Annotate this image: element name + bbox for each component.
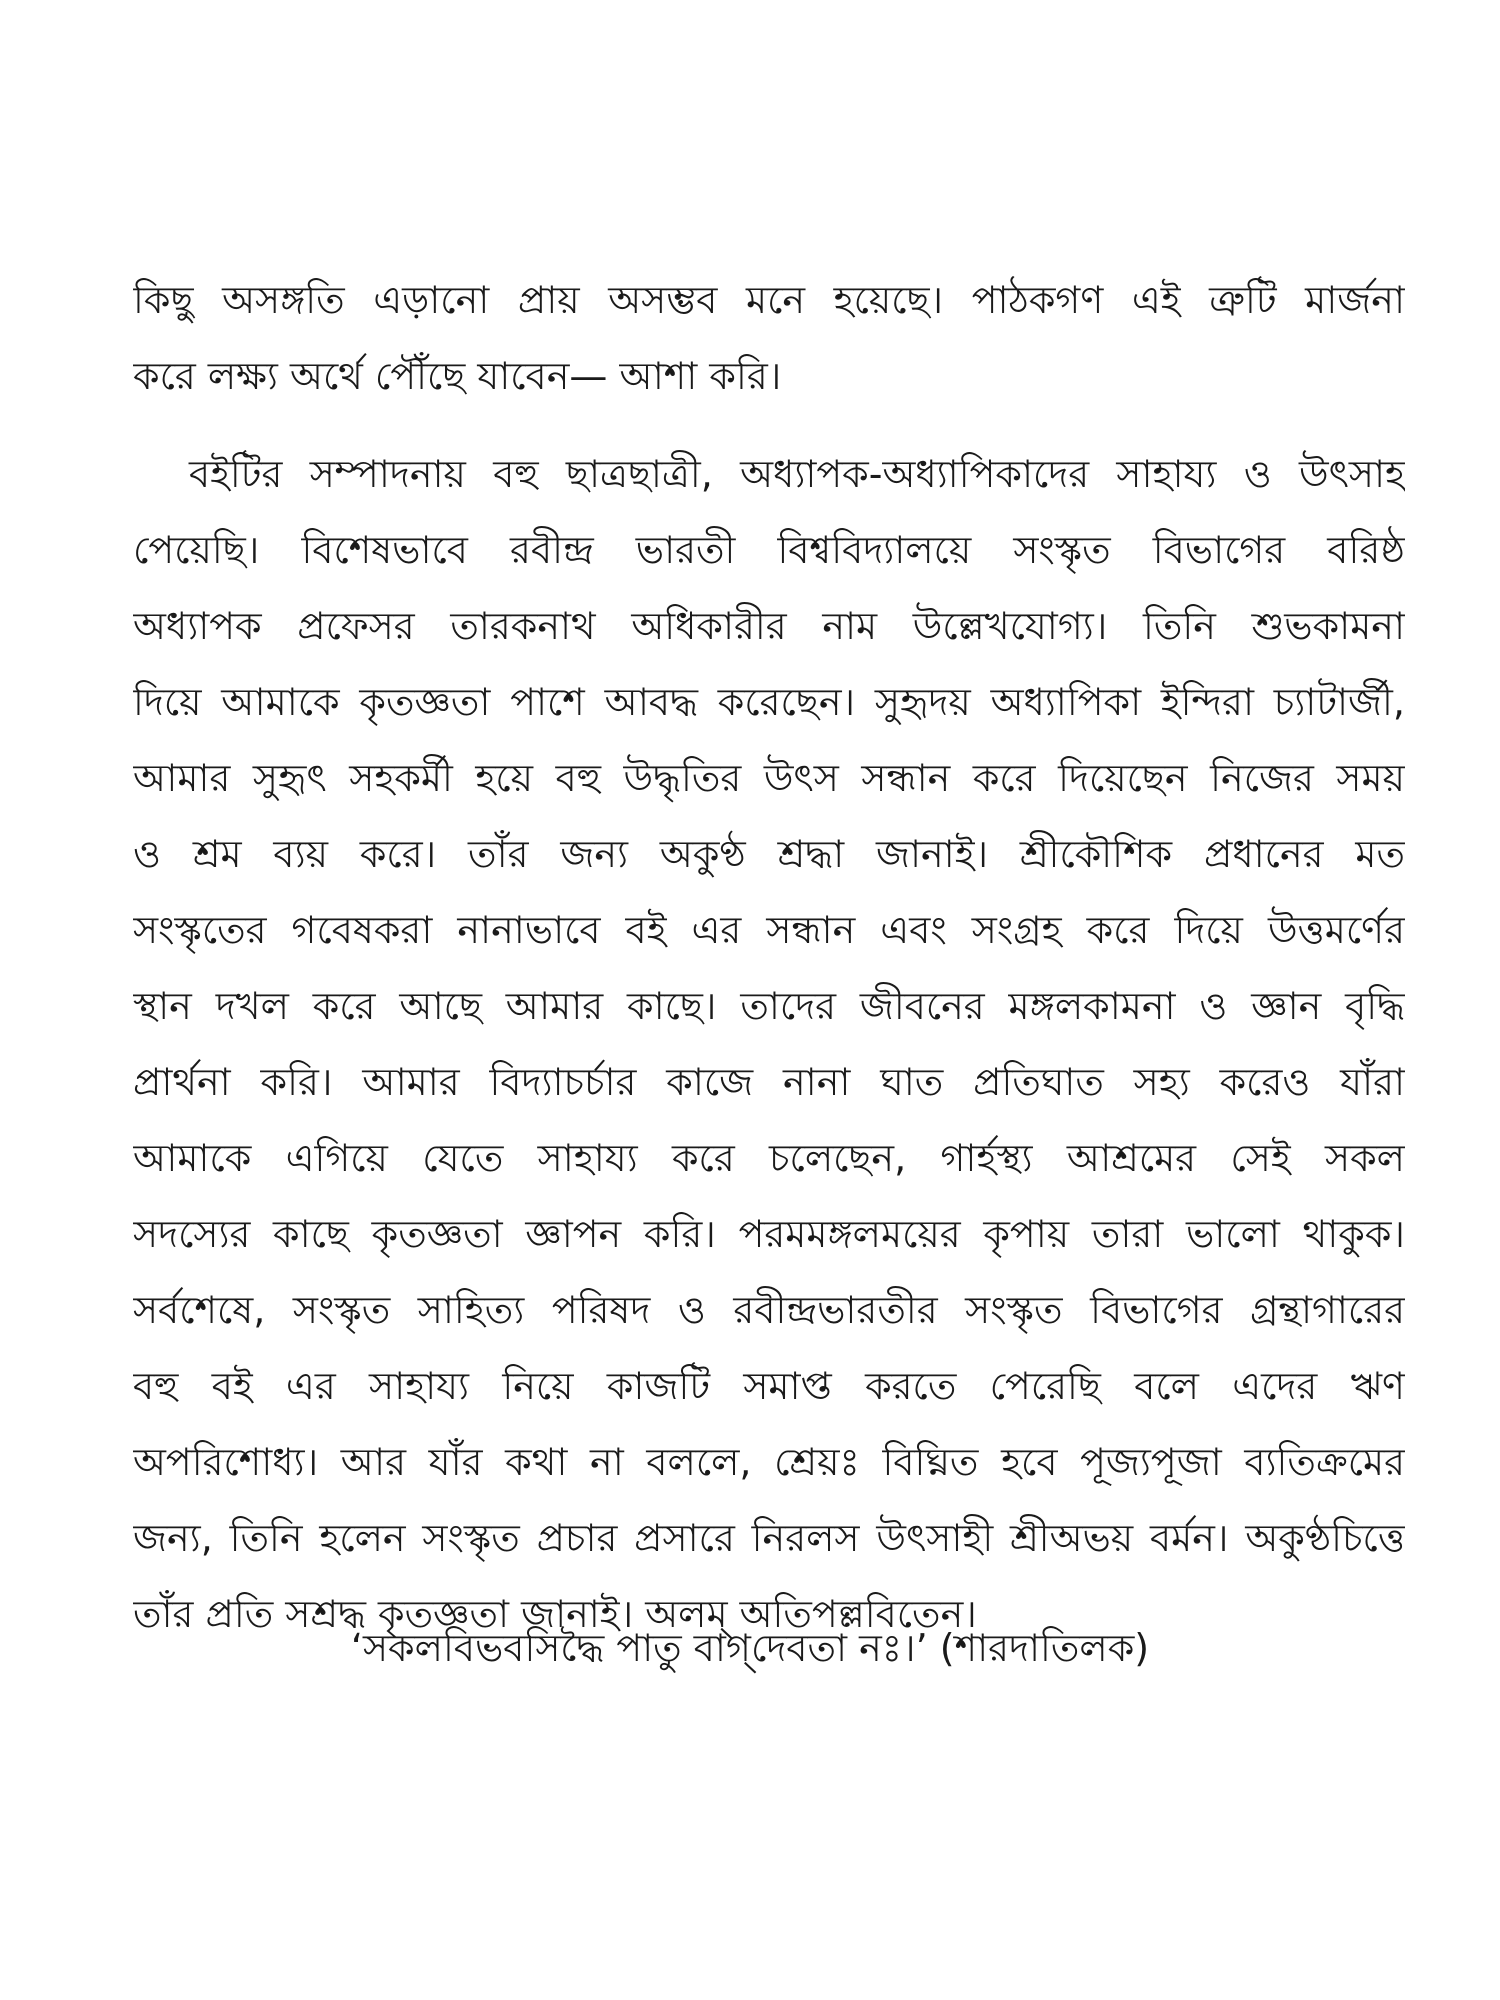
text-line: বইটির সম্পাদনায় বহু ছাত্রছাত্রী, অধ্যাপক-অধ্যাপিকাদের সাহায্য ও উৎসাহ — [189, 452, 1405, 496]
closing-quote: ‘সকলবিভবসিদ্ধৈ পাতু বাগ্‌দেবতা নঃ।’ (শারদাতিলক) — [350, 1626, 1150, 1670]
text-line: পেয়েছি। বিশেষভাবে রবীন্দ্র ভারতী বিশ্ববিদ্যালয়ে সংস্কৃত বিভাগের বরিষ্ঠ — [133, 528, 1405, 572]
text-line: দিয়ে আমাকে কৃতজ্ঞতা পাশে আবদ্ধ করেছেন। সুহৃদয় অধ্যাপিকা ইন্দিরা চ্যাটার্জী, — [133, 680, 1405, 724]
text-line: করে লক্ষ্য অর্থে পৌঁছে যাবেন— আশা করি। — [133, 354, 782, 398]
text-line: কিছু অসঙ্গতি এড়ানো প্রায় অসম্ভব মনে হয়েছে। পাঠকগণ এই ত্রুটি মার্জনা — [133, 278, 1405, 322]
text-line: প্রার্থনা করি। আমার বিদ্যাচর্চার কাজে নানা ঘাত প্রতিঘাত সহ্য করেও যাঁরা — [133, 1060, 1405, 1104]
text-line: স্থান দখল করে আছে আমার কাছে। তাদের জীবনের মঙ্গলকামনা ও জ্ঞান বৃদ্ধি — [133, 984, 1405, 1028]
text-line: ও শ্রম ব্যয় করে। তাঁর জন্য অকুণ্ঠ শ্রদ্ধা জানাই। শ্রীকৌশিক প্রধানের মত — [133, 832, 1405, 876]
text-line: তাঁর প্রতি সশ্রদ্ধ কৃতজ্ঞতা জানাই। অলম্ অতিপল্লবিতেন। — [133, 1592, 977, 1636]
text-line: সদস্যের কাছে কৃতজ্ঞতা জ্ঞাপন করি। পরমমঙ্গলময়ের কৃপায় তারা ভালো থাকুক। — [133, 1212, 1405, 1256]
text-line: সর্বশেষে, সংস্কৃত সাহিত্য পরিষদ ও রবীন্দ্রভারতীর সংস্কৃত বিভাগের গ্রন্থাগারের — [133, 1288, 1405, 1332]
paragraph-2 — [133, 436, 1405, 1652]
text-line: আমাকে এগিয়ে যেতে সাহায্য করে চলেছেন, গার্হস্থ্য আশ্রমের সেই সকল — [133, 1136, 1405, 1180]
text-line: আমার সুহৃৎ সহকর্মী হয়ে বহু উদ্ধৃতির উৎস সন্ধান করে দিয়েছেন নিজের সময় — [133, 756, 1405, 800]
body-text — [133, 262, 1405, 1652]
paragraph-1 — [133, 262, 1405, 414]
text-line: অধ্যাপক প্রফেসর তারকনাথ অধিকারীর নাম উল্লেখযোগ্য। তিনি শুভকামনা — [133, 604, 1405, 648]
text-line: জন্য, তিনি হলেন সংস্কৃত প্রচার প্রসারে নিরলস উৎসাহী শ্রীঅভয় বর্মন। অকুণ্ঠচিত্তে — [133, 1516, 1405, 1560]
text-line: অপরিশোধ্য। আর যাঁর কথা না বললে, শ্রেয়ঃ বিঘ্নিত হবে পূজ্যপূজা ব্যতিক্রমের — [133, 1440, 1405, 1484]
text-line: সংস্কৃতের গবেষকরা নানাভাবে বই এর সন্ধান এবং সংগ্রহ করে দিয়ে উত্তমর্ণের — [133, 908, 1405, 952]
text-line: বহু বই এর সাহায্য নিয়ে কাজটি সমাপ্ত করতে পেরেছি বলে এদের ঋণ — [133, 1364, 1405, 1408]
